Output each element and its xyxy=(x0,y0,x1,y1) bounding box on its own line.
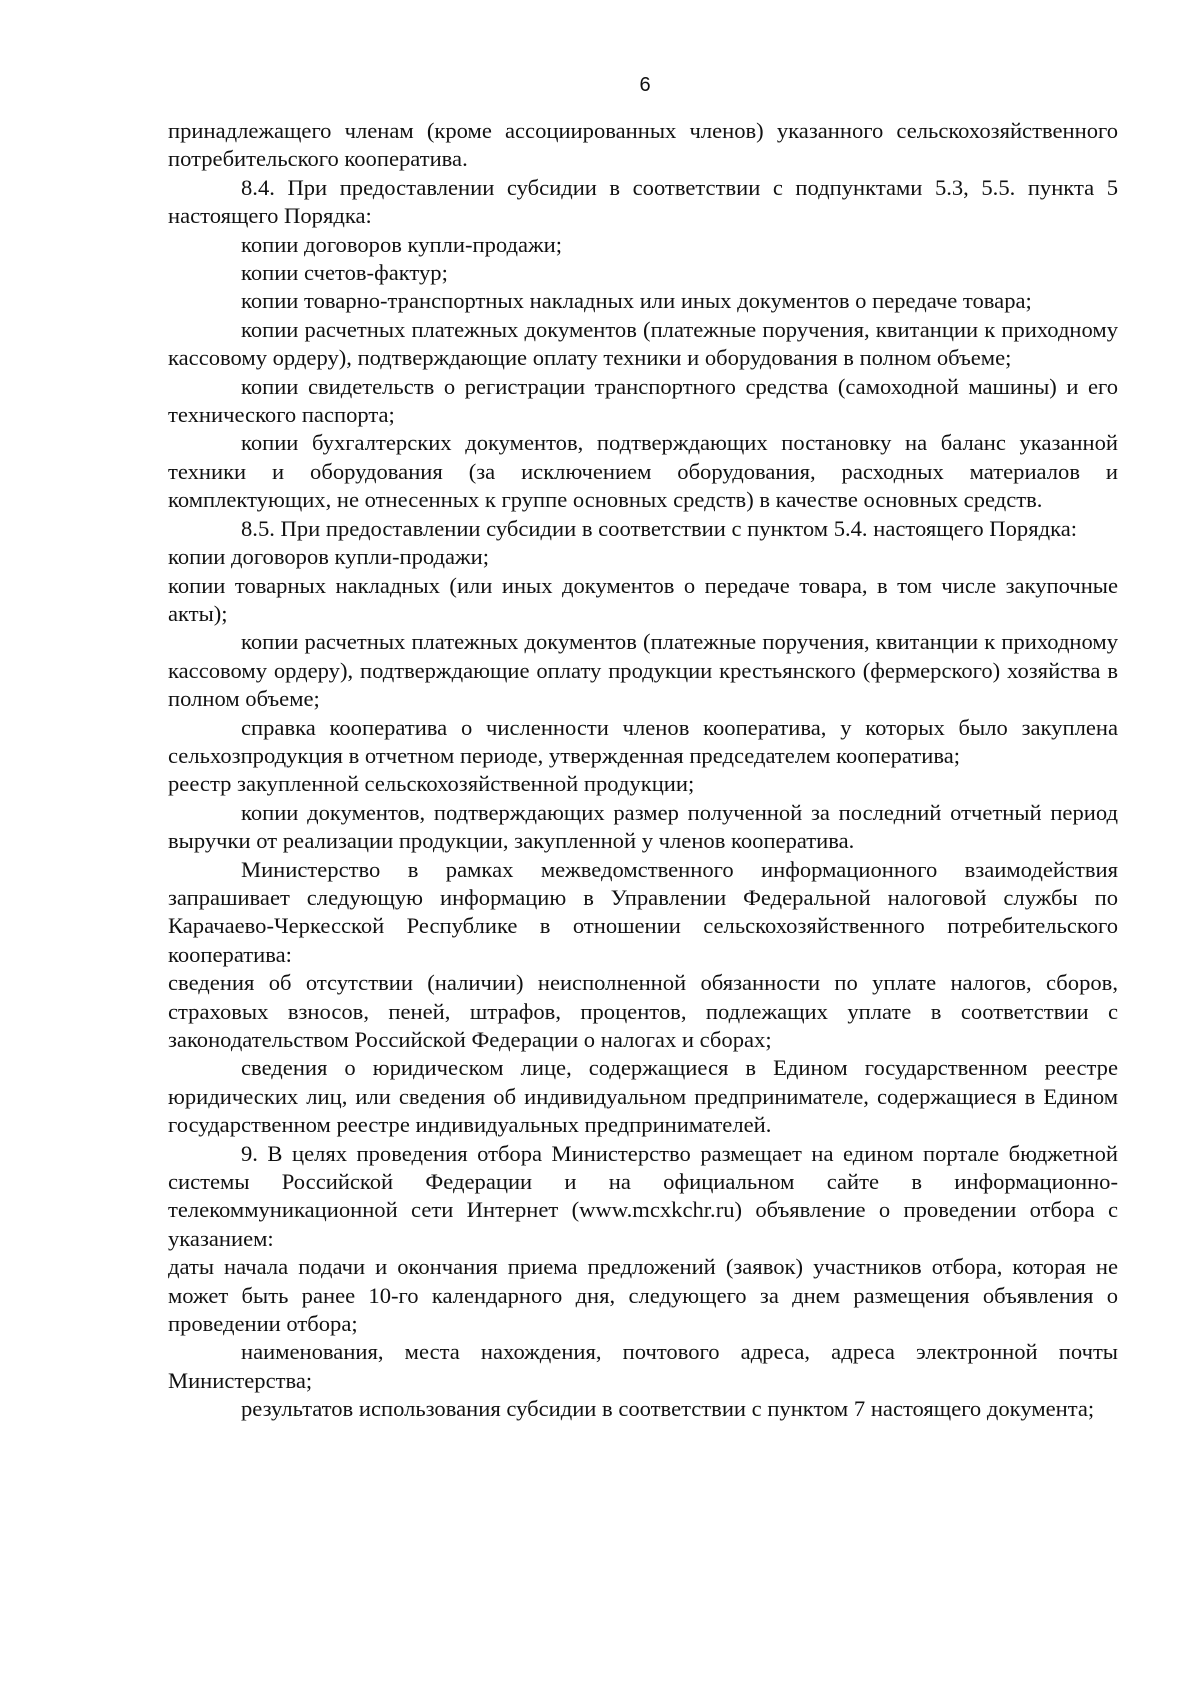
document-body xyxy=(168,117,1118,1424)
paragraph: принадлежащего членам (кроме ассоциированных членов) указанного сельскохозяйственного потребительского кооператива. xyxy=(168,118,1118,172)
paragraph: 8.5. При предоставлении субсидии в соответствии с пунктом 5.4. настоящего Порядка: xyxy=(241,515,1078,541)
paragraph: копии договоров купли-продажи; xyxy=(168,544,490,570)
paragraph: сведения об отсутствии (наличии) неисполненной обязанности по уплате налогов, сборов, страховых взносов, пеней, штрафов, процентов, подлежащих уплате в соответствии с законодательством Российской Федерации о налогах и сборах; xyxy=(168,970,1118,1052)
paragraph: копии товарных накладных (или иных документов о передаче товара, в том числе закупочные акты); xyxy=(168,572,1118,626)
paragraph: справка кооператива о численности членов кооператива, у которых было закуплена сельхозпродукция в отчетном периоде, утвержденная председателем кооператива; xyxy=(168,714,1118,768)
paragraph: копии бухгалтерских документов, подтверждающих постановку на баланс указанной техники и оборудования (за исключением оборудования, расходных материалов и комплектующих, не отнесенных к группе основных средств) в качестве основных средств. xyxy=(168,430,1118,513)
paragraph: даты начала подачи и окончания приема предложений (заявок) участников отбора, которая не может быть ранее 10-го календарного дня, следующего за днем размещения объявления о проведении отбора; xyxy=(168,1254,1118,1337)
paragraph: копии товарно-транспортных накладных или иных документов о передаче товара; xyxy=(241,288,1032,314)
paragraph: копии свидетельств о регистрации транспортного средства (самоходной машины) и его технического паспорта; xyxy=(168,373,1118,428)
paragraph: копии расчетных платежных документов (платежные поручения, квитанции к приходному кассовому ордеру), подтверждающие оплату техники и оборудования в полном объеме; xyxy=(168,316,1118,371)
paragraph: результатов использования субсидии в соответствии с пунктом 7 настоящего документа; xyxy=(241,1396,1095,1422)
page-number: 6 xyxy=(639,74,651,96)
paragraph: копии договоров купли-продажи; xyxy=(241,231,563,257)
paragraph: реестр закупленной сельскохозяйственной продукции; xyxy=(168,771,695,797)
paragraph: копии расчетных платежных документов (платежные поручения, квитанции к приходному кассовому ордеру), подтверждающие оплату продукции крестьянского (фермерского) хозяйства в полном объеме; xyxy=(168,629,1118,712)
paragraph: наименования, места нахождения, почтового адреса, адреса электронной почты Министерства; xyxy=(168,1339,1118,1393)
paragraph: копии документов, подтверждающих размер полученной за последний отчетный период выручки от реализации продукции, закупленной у членов кооператива. xyxy=(168,799,1118,854)
paragraph: 8.4. При предоставлении субсидии в соответствии с подпунктами 5.3, 5.5. пункта 5 настоящего Порядка: xyxy=(168,174,1118,229)
paragraph: Министерство в рамках межведомственного информационного взаимодействия запрашивает следующую информацию в Управлении Федеральной налоговой службы по Карачаево-Черкесской Республике в отношении сельскохозяйственного потребительского кооператива: xyxy=(168,856,1118,967)
paragraph: 9. В целях проведения отбора Министерство размещает на едином портале бюджетной системы Российской Федерации и на официальном сайте в информационно-телекоммуникационной сети Интернет (www.mcxkchr.ru) объявление о проведении отбора с указанием: xyxy=(168,1140,1118,1251)
paragraph: копии счетов-фактур; xyxy=(241,260,448,286)
paragraph: сведения о юридическом лице, содержащиеся в Едином государственном реестре юридических лиц, или сведения об индивидуальном предпринимателе, содержащиеся в Едином государственном реестре индивидуальных предпринимателей. xyxy=(168,1055,1118,1138)
